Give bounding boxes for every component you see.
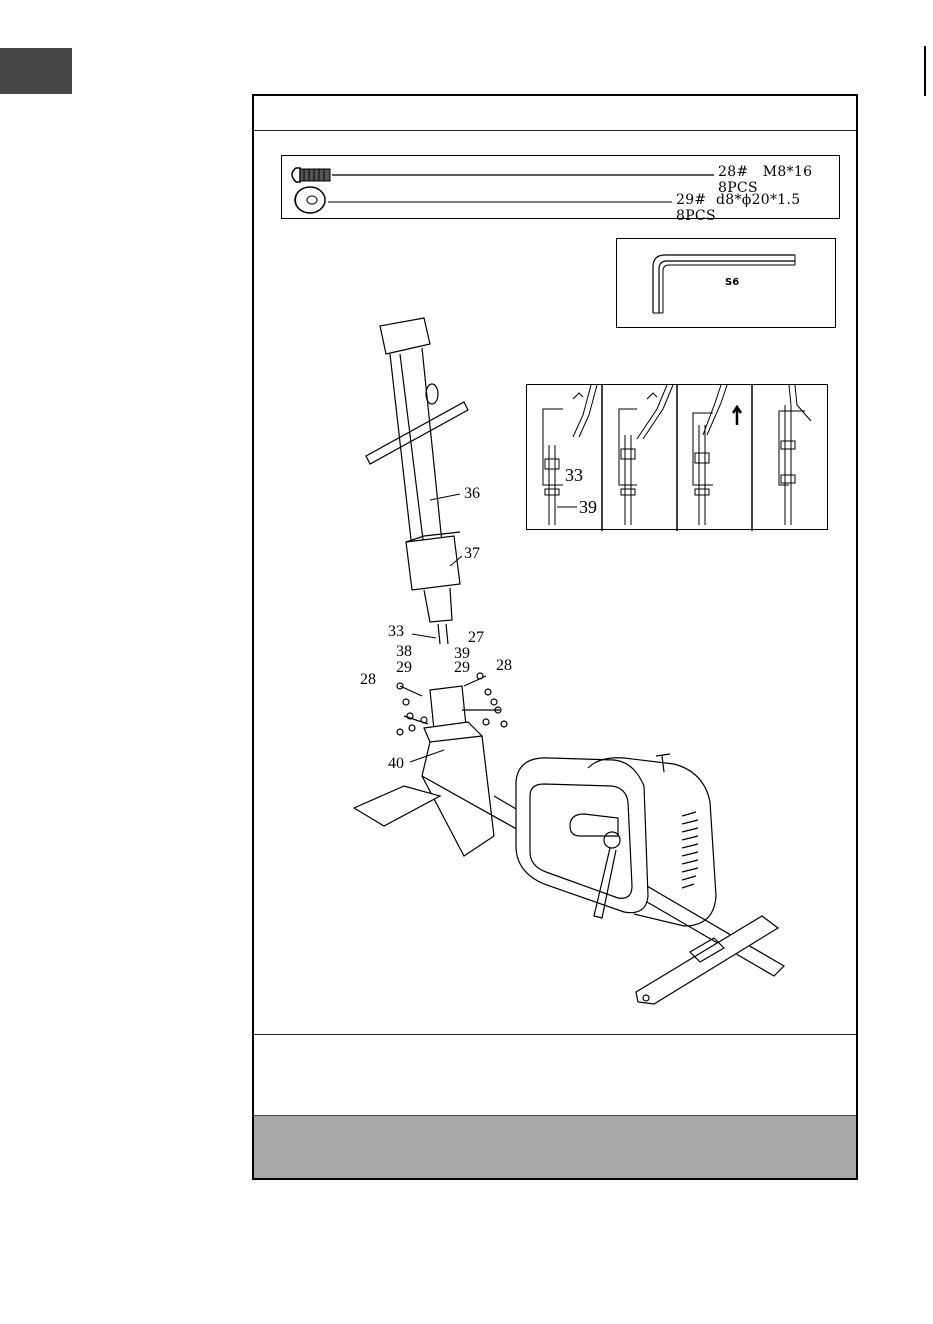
part-label-29-right: 29: [454, 659, 470, 676]
part-label-36: 36: [464, 485, 480, 502]
part-label-28-right: 28: [496, 657, 512, 674]
crop-mark: [924, 46, 926, 96]
part-label-39: 39: [454, 645, 470, 662]
step-label-33: 33: [565, 465, 583, 485]
note-bar: [254, 1115, 856, 1178]
hardware-qty: 8PCS: [676, 208, 716, 224]
bolt-group-right: [462, 673, 507, 727]
hardware-id: 29#: [676, 192, 707, 208]
part-label-28-left: 28: [360, 671, 376, 688]
hardware-qty: 8PCS: [718, 180, 758, 196]
hardware-id: 28#: [718, 164, 749, 180]
vent-slots: [682, 812, 698, 888]
assembly-drawing: [254, 96, 860, 1182]
wrench-size-label: S6: [725, 277, 740, 288]
part-label-29-left: 29: [396, 659, 412, 676]
step-label-39: 39: [579, 497, 597, 517]
bolt-group-left: [397, 683, 428, 735]
part-label-37: 37: [464, 545, 480, 562]
section-tab: [0, 48, 72, 94]
part-label-38: 38: [396, 643, 412, 660]
part-label-27: 27: [468, 629, 484, 646]
hardware-spec: d8*ϕ20*1.5: [715, 192, 801, 208]
hardware-spec: M8*16: [762, 164, 813, 180]
instruction-text-area: [254, 1034, 856, 1119]
handlebar: [366, 402, 468, 464]
part-label-33: 33: [388, 623, 404, 640]
instruction-frame: [252, 94, 858, 1180]
part-label-40: 40: [388, 755, 404, 772]
